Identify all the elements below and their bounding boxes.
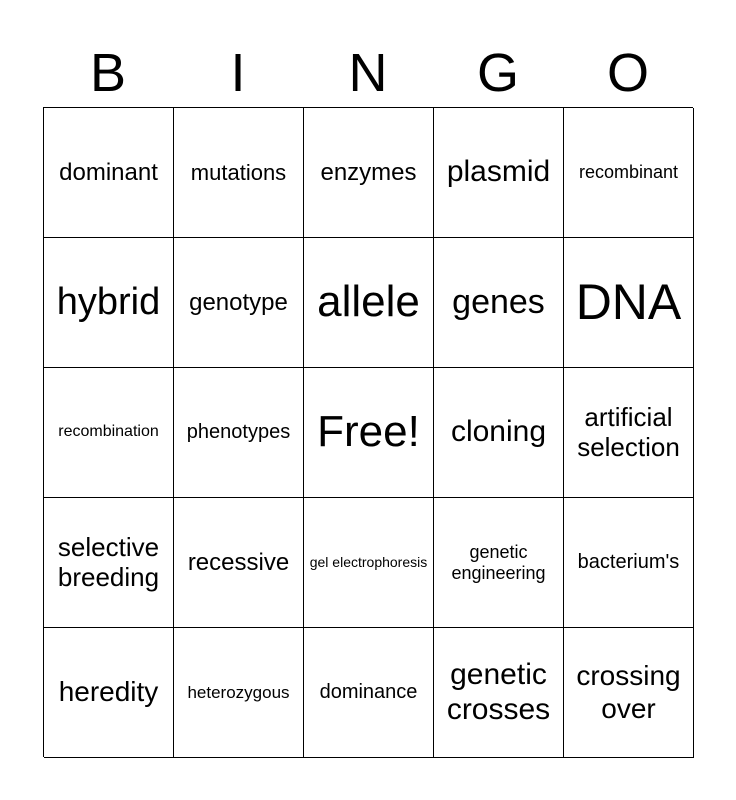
header-letter-b: B [89, 43, 127, 103]
bingo-cell[interactable]: crossing over [564, 628, 694, 758]
bingo-cell[interactable]: genes [434, 238, 564, 368]
bingo-header [43, 38, 693, 108]
bingo-cell[interactable]: artificial selection [564, 368, 694, 498]
header-letter-o: O [606, 43, 649, 103]
bingo-cell[interactable]: phenotypes [174, 368, 304, 498]
bingo-cell[interactable]: recombinant [564, 108, 694, 238]
bingo-cell[interactable]: dominance [304, 628, 434, 758]
bingo-cell[interactable]: gel electrophoresis [304, 498, 434, 628]
bingo-cell[interactable]: heterozygous [174, 628, 304, 758]
bingo-cell[interactable]: DNA [564, 238, 694, 368]
free-space-cell[interactable]: Free! [304, 368, 434, 498]
header-letter-i: I [230, 43, 246, 103]
bingo-cell[interactable]: genetic crosses [434, 628, 564, 758]
bingo-cell[interactable]: dominant [44, 108, 174, 238]
bingo-cell[interactable]: allele [304, 238, 434, 368]
bingo-cell[interactable]: recombination [44, 368, 174, 498]
bingo-cell[interactable]: genotype [174, 238, 304, 368]
bingo-cell[interactable]: bacterium's [564, 498, 694, 628]
header-letter-n: N [348, 43, 388, 103]
bingo-cell[interactable]: hybrid [44, 238, 174, 368]
bingo-cell[interactable]: cloning [434, 368, 564, 498]
bingo-cell[interactable]: recessive [174, 498, 304, 628]
header-letter-g: G [476, 43, 519, 103]
bingo-cell[interactable]: enzymes [304, 108, 434, 238]
bingo-cell[interactable]: genetic engineering [434, 498, 564, 628]
bingo-cell[interactable]: plasmid [434, 108, 564, 238]
bingo-cell[interactable]: mutations [174, 108, 304, 238]
bingo-cell[interactable]: selective breeding [44, 498, 174, 628]
bingo-cell[interactable]: heredity [44, 628, 174, 758]
bingo-board [43, 107, 693, 757]
